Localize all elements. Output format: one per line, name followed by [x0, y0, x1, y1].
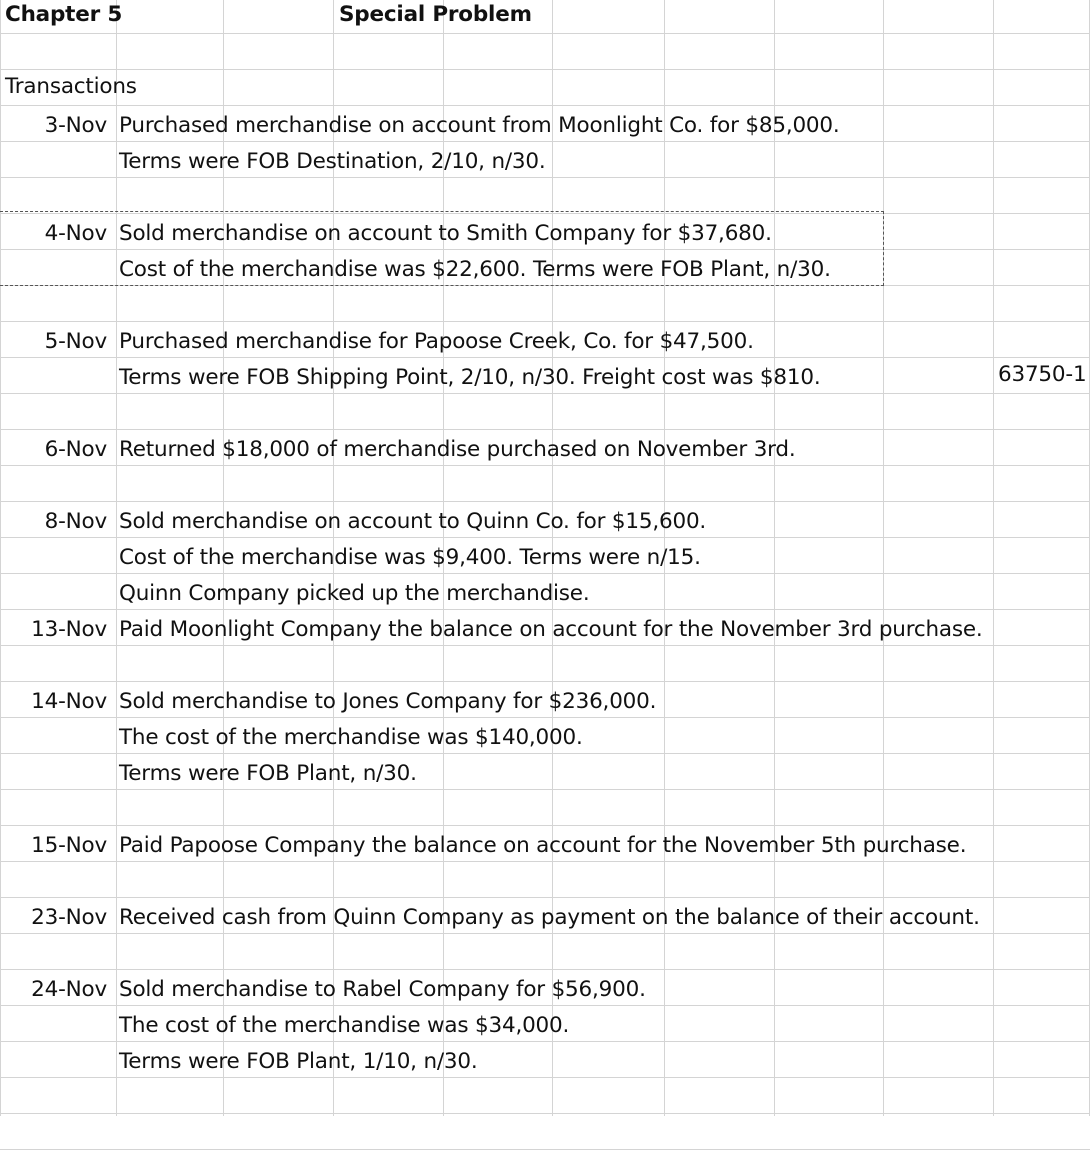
column-gridline	[993, 0, 994, 1116]
transaction-text[interactable]: Terms were FOB Destination, 2/10, n/30.	[119, 149, 546, 174]
transaction-text[interactable]: Quinn Company picked up the merchandise.	[119, 581, 590, 606]
row-gridline	[0, 33, 1090, 34]
row-gridline	[0, 1113, 1090, 1114]
transaction-date[interactable]: 6-Nov	[44, 437, 107, 462]
transaction-date[interactable]: 3-Nov	[44, 113, 107, 138]
row-gridline	[0, 501, 1090, 502]
row-gridline	[0, 105, 1090, 106]
transaction-text[interactable]: Purchased merchandise on account from Moonlight Co. for $85,000.	[119, 113, 840, 138]
transaction-text[interactable]: Returned $18,000 of merchandise purchased on November 3rd.	[119, 437, 796, 462]
section-label[interactable]: Transactions	[5, 74, 137, 99]
transaction-text[interactable]: Cost of the merchandise was $22,600. Terms were FOB Plant, n/30.	[119, 257, 831, 282]
transaction-text[interactable]: The cost of the merchandise was $140,000.	[119, 725, 583, 750]
column-gridline	[0, 0, 1, 1116]
transaction-text[interactable]: Paid Moonlight Company the balance on account for the November 3rd purchase.	[119, 617, 983, 642]
row-gridline	[0, 69, 1090, 70]
transaction-text[interactable]: Paid Papoose Company the balance on account for the November 5th purchase.	[119, 833, 967, 858]
transaction-date[interactable]: 4-Nov	[44, 221, 107, 246]
transaction-text[interactable]: Cost of the merchandise was $9,400. Terms were n/15.	[119, 545, 701, 570]
column-gridline	[116, 0, 117, 1116]
row-gridline	[0, 681, 1090, 682]
transaction-text[interactable]: The cost of the merchandise was $34,000.	[119, 1013, 570, 1038]
chapter-label[interactable]: Chapter 5	[5, 2, 123, 27]
transaction-text[interactable]: Sold merchandise to Jones Company for $236,000.	[119, 689, 657, 714]
sheet-title[interactable]: Special Problem	[339, 2, 532, 27]
transaction-date[interactable]: 5-Nov	[44, 329, 107, 354]
copy-selection-right	[883, 211, 884, 286]
copy-selection-bottom	[0, 285, 884, 286]
transaction-text[interactable]: Terms were FOB Plant, n/30.	[119, 761, 417, 786]
transaction-date[interactable]: 24-Nov	[31, 977, 107, 1002]
copy-selection-top	[0, 211, 884, 212]
column-gridline	[774, 0, 775, 1116]
transaction-date[interactable]: 23-Nov	[31, 905, 107, 930]
transaction-text[interactable]: Sold merchandise on account to Quinn Co. for $15,600.	[119, 509, 707, 534]
row-gridline	[0, 969, 1090, 970]
transaction-text[interactable]: Sold merchandise on account to Smith Company for $37,680.	[119, 221, 772, 246]
row-gridline	[0, 321, 1090, 322]
row-gridline	[0, 897, 1090, 898]
transaction-date[interactable]: 8-Nov	[44, 509, 107, 534]
transaction-text[interactable]: Terms were FOB Shipping Point, 2/10, n/30. Freight cost was $810.	[119, 365, 821, 390]
transaction-date[interactable]: 14-Nov	[31, 689, 107, 714]
transaction-date[interactable]: 15-Nov	[31, 833, 107, 858]
side-note[interactable]: 63750-1	[998, 362, 1087, 387]
column-gridline	[883, 0, 884, 1116]
transaction-date[interactable]: 13-Nov	[31, 617, 107, 642]
transaction-text[interactable]: Sold merchandise to Rabel Company for $56,900.	[119, 977, 646, 1002]
transaction-text[interactable]: Received cash from Quinn Company as payment on the balance of their account.	[119, 905, 980, 930]
transaction-text[interactable]: Terms were FOB Plant, 1/10, n/30.	[119, 1049, 478, 1074]
row-gridline	[0, 825, 1090, 826]
transaction-text[interactable]: Purchased merchandise for Papoose Creek, Co. for $47,500.	[119, 329, 754, 354]
row-gridline	[0, 429, 1090, 430]
row-gridline	[0, 213, 1090, 214]
